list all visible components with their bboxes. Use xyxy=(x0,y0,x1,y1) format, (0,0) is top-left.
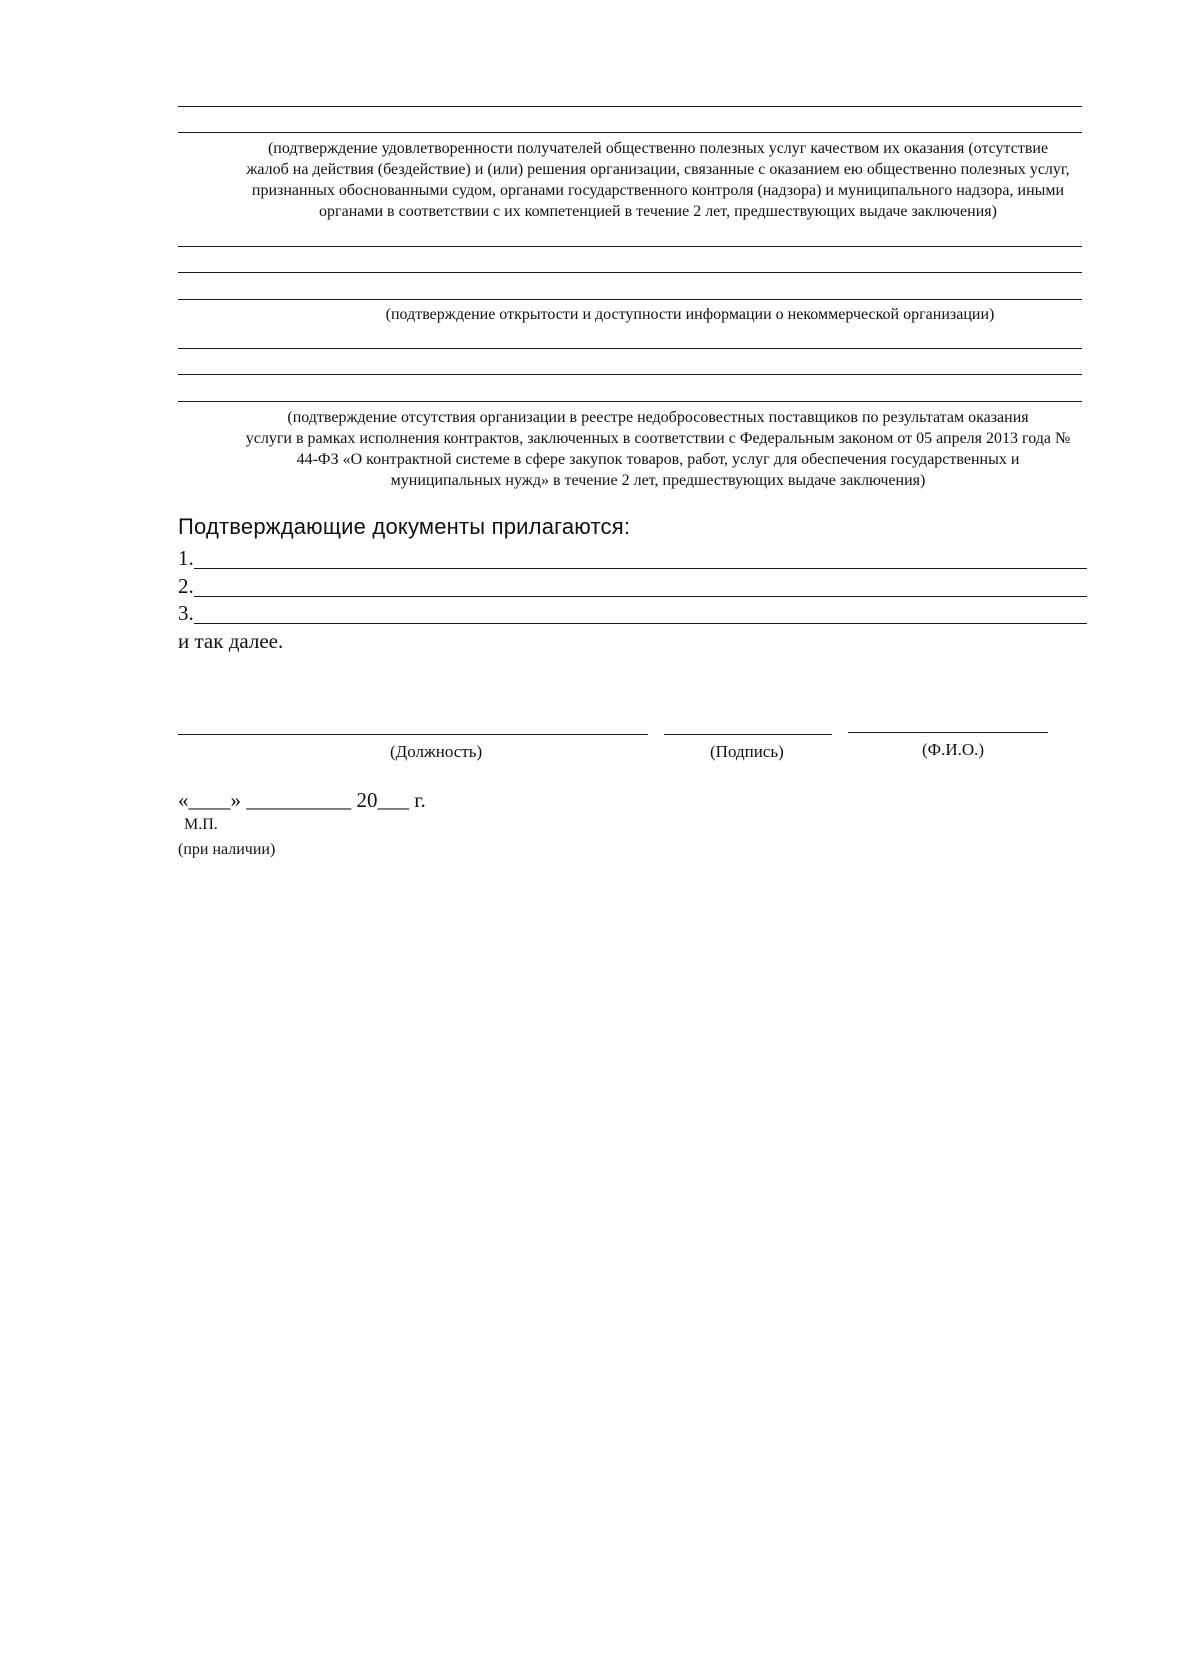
blank-line xyxy=(178,132,1082,133)
position-label: (Должность) xyxy=(390,742,483,761)
caption-line: жалоб на действия (бездействие) и (или) решения организации, связанные с оказанием ею общественно полезных услуг, xyxy=(246,161,1070,178)
attachment-item-number: 1. xyxy=(178,546,194,570)
stamp-note: (при наличии) xyxy=(178,841,276,858)
attachment-item-line[interactable] xyxy=(194,623,1087,624)
caption-line: (подтверждение открытости и доступности информации о некоммерческой организации) xyxy=(385,306,995,323)
caption-line: (подтверждение отсутствия организации в реестре недобросовестных поставщиков по результатам оказания xyxy=(287,409,1029,426)
attachments-heading: Подтверждающие документы прилагаются: xyxy=(178,514,631,539)
attachment-item-number: 2. xyxy=(178,574,194,598)
blank-line xyxy=(178,272,1082,273)
date-line[interactable]: «____» __________ 20___ г. xyxy=(178,788,426,812)
caption-line: органами в соответствии с их компетенцией в течение 2 лет, предшествующих выдаче заключения) xyxy=(319,203,997,220)
signature-line[interactable] xyxy=(664,734,832,735)
attachment-item-line[interactable] xyxy=(194,596,1087,597)
blank-line xyxy=(178,246,1082,247)
blank-line xyxy=(178,348,1082,349)
caption-line: муниципальных нужд» в течение 2 лет, предшествующих выдаче заключения) xyxy=(390,472,926,489)
blank-line xyxy=(178,106,1082,107)
caption-registry xyxy=(178,407,1138,491)
caption-line: услуги в рамках исполнения контрактов, заключенных в соответствии с Федеральным законом от 05 апреля 2013 года № xyxy=(245,430,1071,447)
caption-line: признанных обоснованными судом, органами государственного контроля (надзора) и муниципального надзора, иными xyxy=(251,182,1065,199)
attachment-item-line[interactable] xyxy=(194,568,1087,569)
blank-line xyxy=(178,299,1082,300)
attachment-item-number: 3. xyxy=(178,601,194,625)
caption-line: 44-ФЗ «О контрактной системе в сфере закупок товаров, работ, услуг для обеспечения государственных и xyxy=(296,451,1020,468)
position-line[interactable] xyxy=(178,734,648,735)
blank-line xyxy=(178,374,1082,375)
signature-label: (Подпись) xyxy=(710,742,784,761)
stamp-label: М.П. xyxy=(184,816,218,833)
caption-openness xyxy=(300,304,1080,325)
caption-line: (подтверждение удовлетворенности получателей общественно полезных услуг качеством их оказания (отсутствие xyxy=(267,140,1049,157)
name-label: (Ф.И.О.) xyxy=(922,740,985,759)
attachments-etc: и так далее. xyxy=(178,629,284,653)
name-line[interactable] xyxy=(848,732,1048,733)
caption-satisfaction xyxy=(178,138,1138,222)
blank-line xyxy=(178,401,1082,402)
